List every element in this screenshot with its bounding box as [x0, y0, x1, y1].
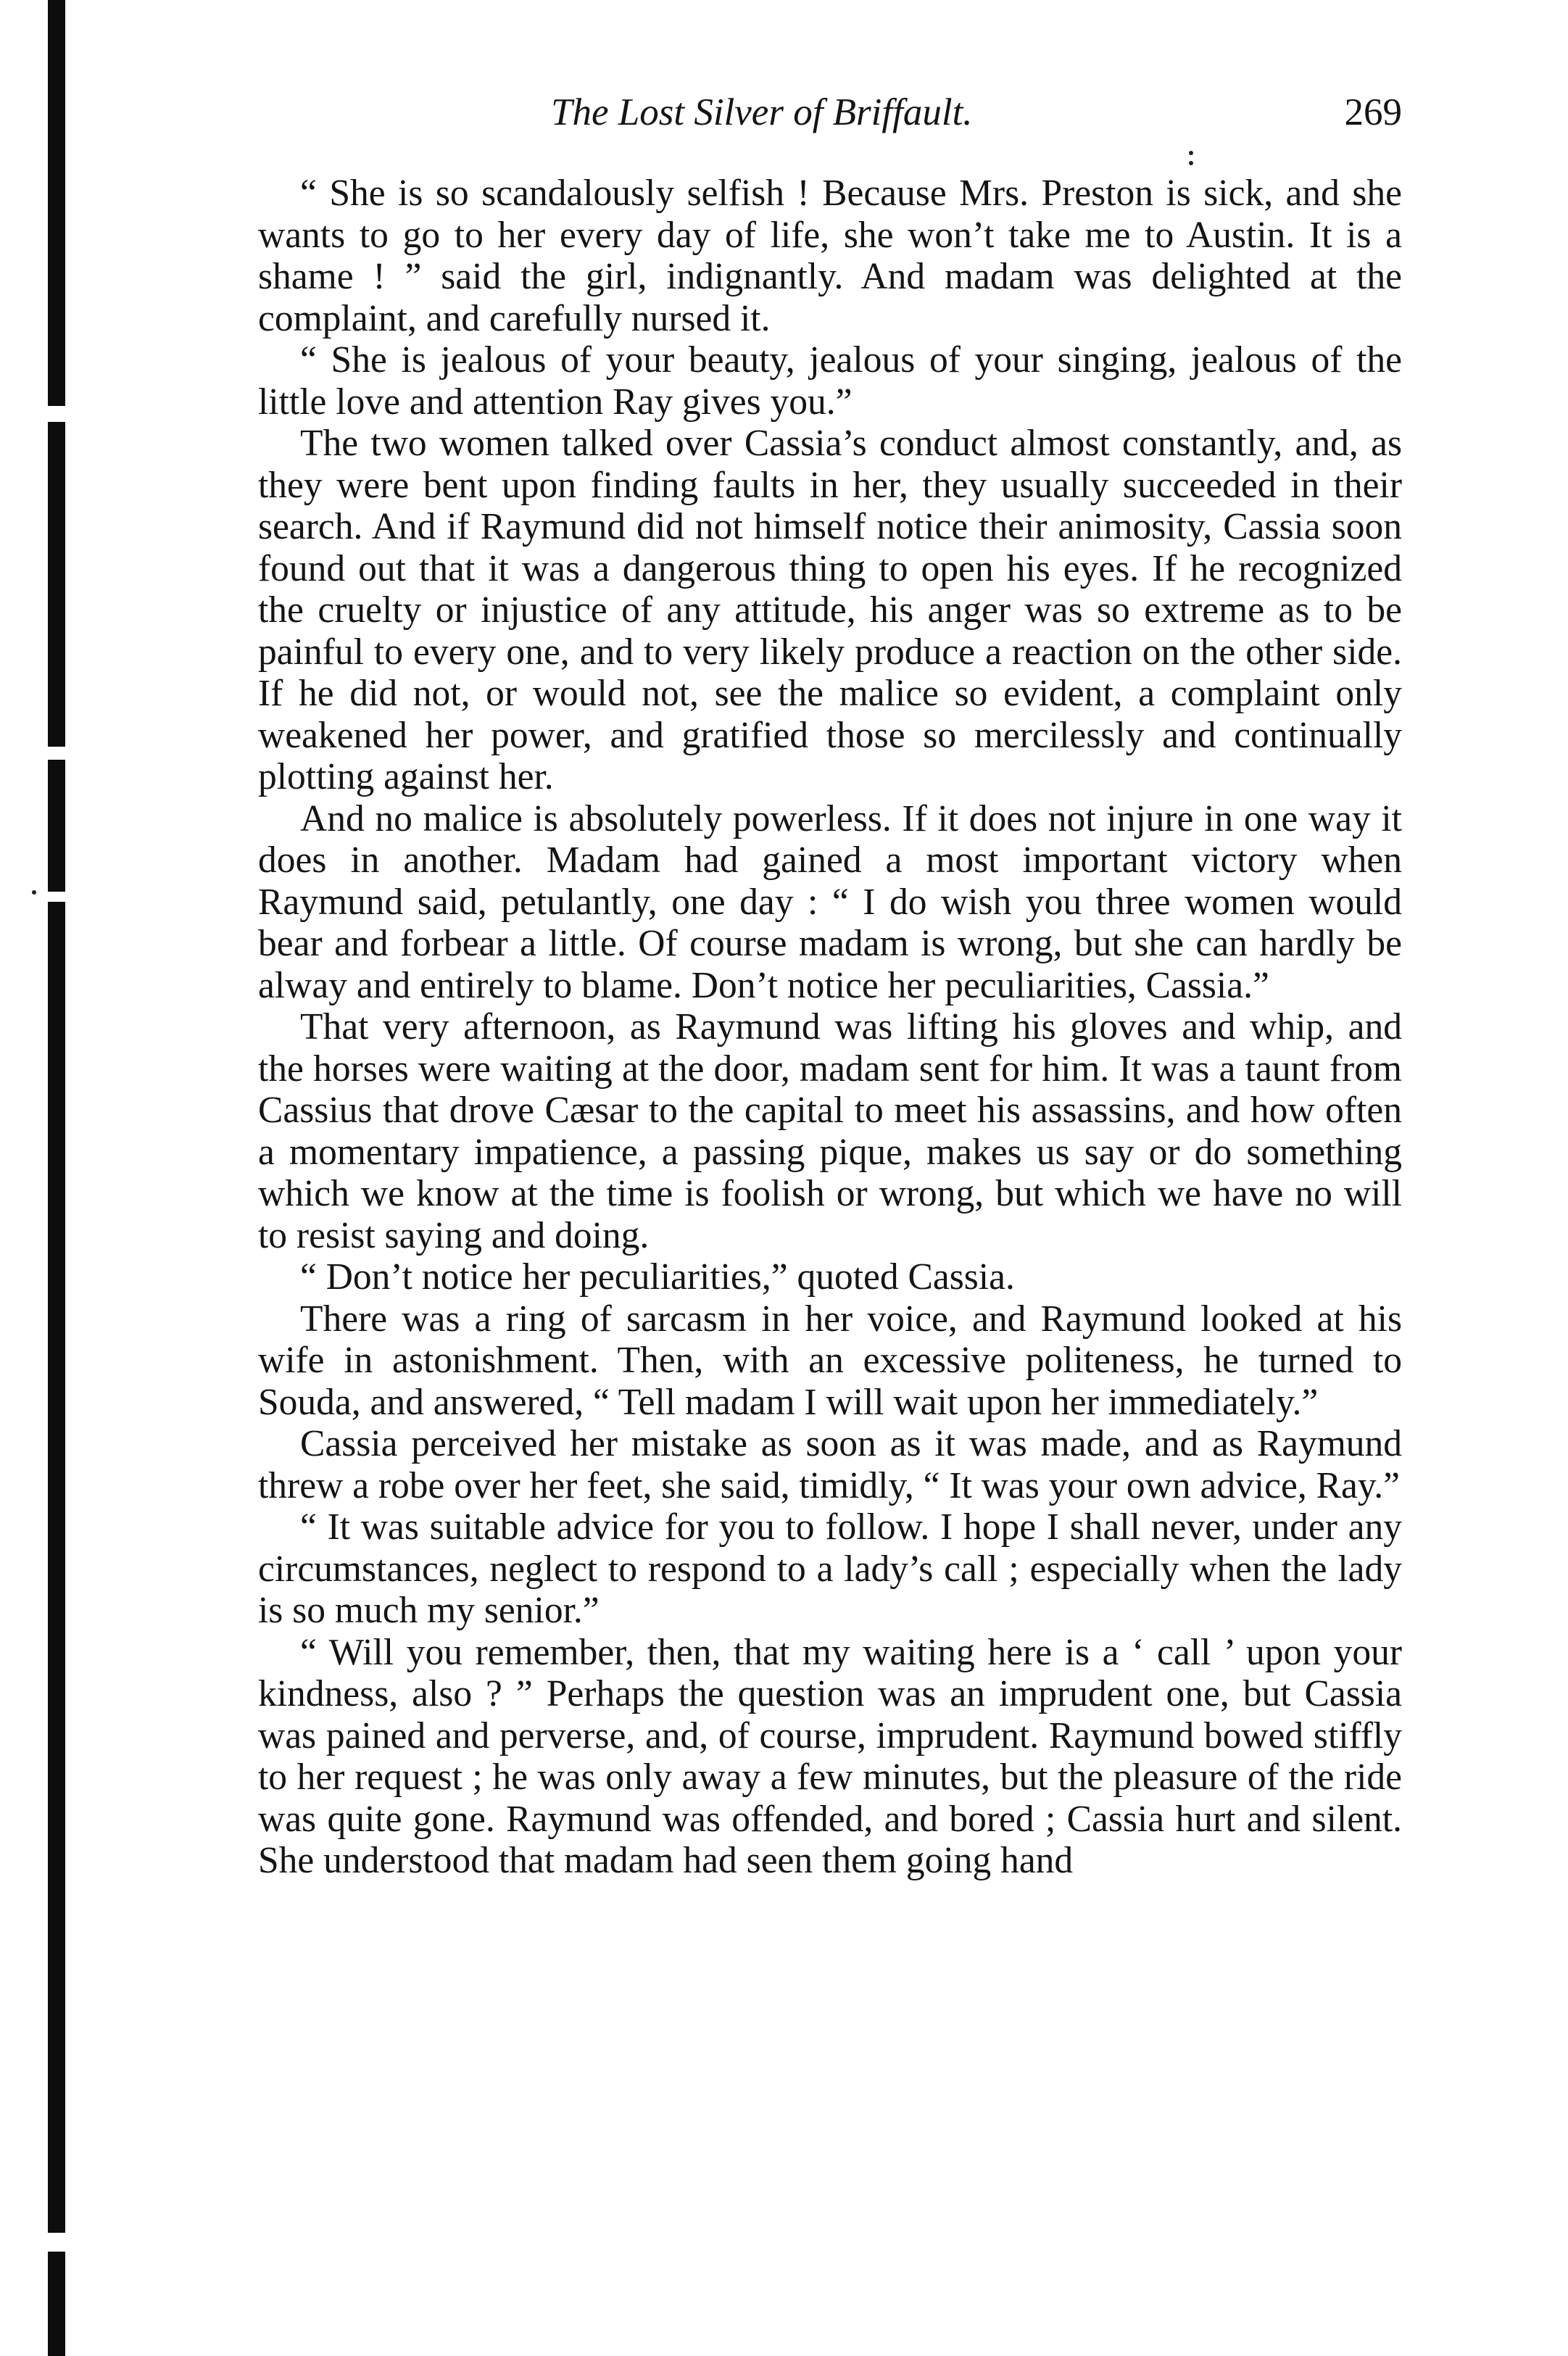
- stray-mark: [1189, 161, 1193, 165]
- paragraph: “ She is jealous of your beauty, jealous of your singing, jealous of the little love and attention Ray gives you.”: [258, 339, 1402, 423]
- page-edge-notch: [48, 892, 65, 902]
- paragraph: “ It was suitable advice for you to follow. I hope I shall never, under any circumstances, neglect to respond to a lady’s call ; especially when the lady is so much my senior.”: [258, 1506, 1402, 1631]
- running-title: The Lost Silver of Briffault.: [551, 91, 973, 133]
- paragraph: “ Don’t notice her peculiarities,” quoted Cassia.: [300, 1256, 1015, 1298]
- paragraph: “ She is so scandalously selfish ! Because Mrs. Preston is sick, and she wants to go to her every day of life, she won’t take me to Austin. It is a shame ! ” said the girl, indignantly. And madam was delighted at the complaint, and carefully nursed it.: [258, 173, 1402, 339]
- body-text: [258, 173, 1402, 1882]
- paragraph: The two women talked over Cassia’s conduct almost constantly, and, as they were bent upon finding faults in her, they usually succeeded in their search. And if Raymund did not himself notice their animosity, Cassia soon found out that it was a dangerous thing to open his eyes. If he recognized the cruelty or injustice of any attitude, his anger was so extreme as to be painful to every one, and to very likely produce a reaction on the other side. If he did not, or would not, see the malice so evident, a complaint only weakened her power, and gratified those so mercilessly and continually plotting against her.: [258, 423, 1402, 797]
- paragraph: “ Will you remember, then, that my waiting here is a ‘ call ’ upon your kindness, also ? ” Perhaps the question was an imprudent one, but Cassia was pained and perverse, and, of course, imprudent. Raymund bowed stiffly to her request ; he was only away a few minutes, but the pleasure of the ride was quite gone. Raymund was offended, and bored ; Cassia hurt and silent. She understood that madam had seen them going hand: [258, 1631, 1402, 1881]
- stray-mark: [1189, 151, 1193, 155]
- paragraph: There was a ring of sarcasm in her voice, and Raymund looked at his wife in astonishment. Then, with an excessive politeness, he turned to Souda, and answered, “ Tell madam I will wait upon her immediately.”: [258, 1298, 1402, 1423]
- stray-mark: [32, 890, 36, 895]
- page-edge-notch: [48, 747, 65, 760]
- page-edge-notch: [48, 406, 65, 422]
- paragraph: That very afternoon, as Raymund was lifting his gloves and whip, and the horses were waiting at the door, madam sent for him. It was a taunt from Cassius that drove Cæsar to the capital to meet his assassins, and how often a momentary impatience, a passing pique, makes us say or do something which we know at the time is foolish or wrong, but which we have no will to resist saying and doing.: [258, 1006, 1402, 1256]
- page-header: [258, 87, 1402, 145]
- paragraph: Cassia perceived her mistake as soon as it was made, and as Raymund threw a robe over her feet, she said, timidly, “ It was your own advice, Ray.”: [258, 1423, 1402, 1506]
- page-edge-notch: [48, 2233, 65, 2252]
- page-edge-shadow: [48, 0, 65, 2356]
- page-number: 269: [1344, 91, 1402, 133]
- paragraph: And no malice is absolutely powerless. If it does not injure in one way it does in another. Madam had gained a most important victory when Raymund said, petulantly, one day : “ I do wish you three women would bear and forbear a little. Of course madam is wrong, but she can hardly be alway and entirely to blame. Don’t notice her peculiarities, Cassia.”: [258, 797, 1402, 1006]
